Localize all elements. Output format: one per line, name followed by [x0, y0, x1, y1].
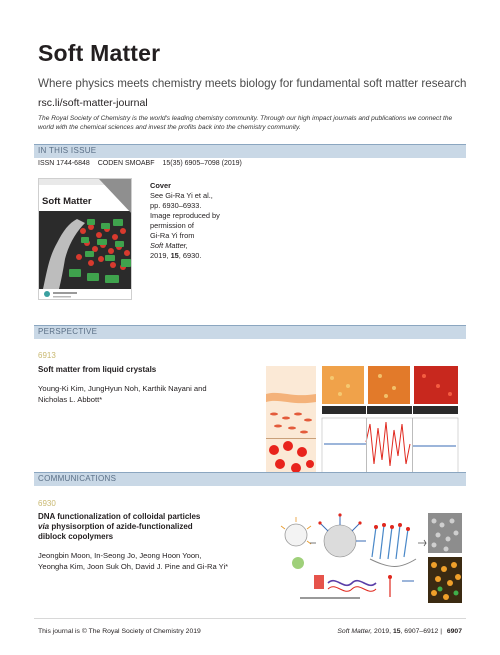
article-title[interactable]: Soft matter from liquid crystals — [38, 365, 157, 374]
rsc-blurb: The Royal Society of Chemistry is the world's leading chemistry community. Through our high impact journals and publications we connect the world with the chemical sciences and invest the profits back into the chemistry community. — [38, 115, 453, 131]
article-authors — [38, 384, 207, 405]
section-band-perspective — [34, 325, 466, 339]
cover-caption-citation: 2019, 15, 6930. — [150, 251, 202, 260]
issue-info — [38, 160, 248, 167]
cover-journal-title: Soft Matter — [42, 196, 92, 207]
authors-line: Jeongbin Moon, In-Seong Jo, Jeong Hoon Yoon, — [38, 551, 202, 560]
article-authors — [38, 551, 228, 572]
article-page-number: 6913 — [38, 351, 56, 360]
section-label: COMMUNICATIONS — [38, 474, 117, 483]
section-label: PERSPECTIVE — [38, 327, 98, 336]
journal-title: Soft Matter — [38, 40, 161, 66]
volume-pages: 15(35) 6905–7098 (2019) — [162, 160, 242, 167]
section-label: IN THIS ISSUE — [38, 146, 97, 155]
footer-citation: Soft Matter, 2019, 15, 6907–6912 | 6907 — [337, 628, 462, 635]
title-line: DNA functionalization of colloidal particles — [38, 512, 201, 521]
cover-heading: Cover — [150, 181, 171, 190]
toc-graphic-dna-colloids[interactable] — [280, 513, 462, 605]
cover-caption-line: Image reproduced by — [150, 211, 220, 220]
cover-illustration — [39, 179, 132, 300]
title-line: diblock copolymers — [38, 532, 114, 541]
cover-caption — [150, 181, 270, 261]
journal-tagline: Where physics meets chemistry meets biology for fundamental soft matter research — [38, 77, 467, 90]
authors-line: Nicholas L. Abbott* — [38, 394, 103, 404]
section-band-in-this-issue — [34, 144, 466, 158]
article-page-number: 6930 — [38, 499, 56, 508]
section-band-communications — [34, 472, 466, 486]
title-line: via physisorption of azide-functionalized — [38, 522, 193, 531]
dna-illustration — [280, 513, 462, 605]
cover-image[interactable] — [38, 178, 132, 300]
lc-illustration — [262, 364, 462, 482]
cover-caption-line: pp. 6930–6933. — [150, 201, 202, 210]
toc-graphic-liquid-crystals[interactable] — [262, 364, 462, 482]
journal-url[interactable]: rsc.li/soft-matter-journal — [38, 97, 148, 109]
authors-line: Yeongha Kim, Joon Suk Oh, David J. Pine and Gi-Ra Yi* — [38, 561, 229, 571]
cover-caption-line: Gi-Ra Yi from — [150, 231, 195, 240]
authors-line: Young-Ki Kim, JungHyun Noh, Karthik Nayani and — [38, 384, 207, 393]
footer-rule — [34, 618, 466, 619]
cover-caption-line: permission of — [150, 221, 194, 230]
article-title[interactable] — [38, 512, 200, 542]
coden: CODEN SMOABF — [97, 160, 155, 167]
cover-caption-journal: Soft Matter, — [150, 241, 188, 250]
page-number: 6907 — [446, 628, 462, 635]
issn: ISSN 1744-6848 — [38, 160, 90, 167]
footer-copyright: This journal is © The Royal Society of Chemistry 2019 — [38, 628, 201, 635]
cover-caption-line: See Gi-Ra Yi et al., — [150, 191, 213, 200]
